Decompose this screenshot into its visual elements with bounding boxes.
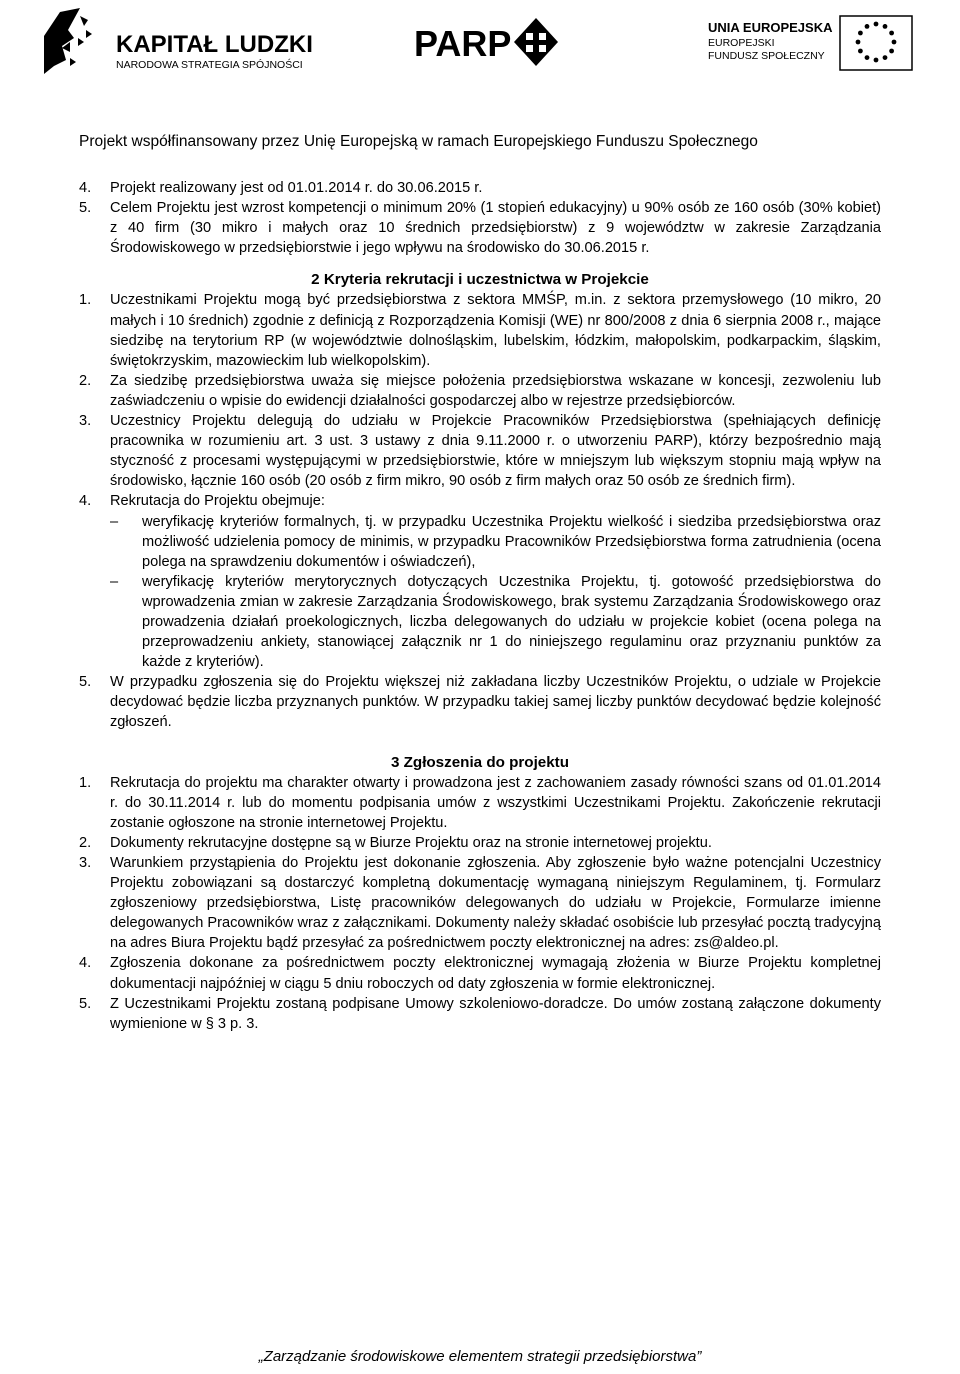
list-item	[79, 773, 881, 833]
sub-list-item	[79, 572, 881, 672]
logo-bar	[0, 0, 960, 100]
item-number: 1.	[79, 292, 92, 309]
item-text: Zgłoszenia dokonane za pośrednictwem poczty elektronicznej wymagają złożenia w Biurze Projektu kompletnej dokumentacji najpóźniej w ciągu 5 dniu roboczych od daty zgłoszenia w formie elektronicznej.	[110, 955, 881, 992]
list-item	[79, 953, 881, 993]
list-item	[79, 371, 881, 411]
sub-item-text: weryfikację kryteriów formalnych, tj. w przypadku Uczestnika Projektu wielkość i siedziba przedsiębiorstwa oraz możliwość udzielenia pomocy de minimis, w przypadku Pracowników Przedsiębiorstwa forma zatrudnienia (ocena polega na sprawdzeniu dokumentów i oświadczeń),	[142, 513, 881, 570]
item-number: 1.	[79, 774, 92, 791]
list-item	[79, 853, 881, 953]
item-number: 2.	[79, 372, 92, 389]
item-text: Uczestnikami Projektu mogą być przedsiębiorstwa z sektora MMŚP, m.in. z sektora przemysłowego (10 mikro, 20 małych i 10 średnich) zgodnie z definicją z Rozporządzenia Komisji (WE) nr 800/2008 z dnia 6 sierpnia 2008 r., mające siedzibę na terytorium RP (w województwie dolnośląskim, lubelskim, łódzkim, małopolskim, podkarpackim, śląskim, świętokrzyskim, mazowieckim lub wielkopolskim).	[110, 292, 881, 369]
list-item	[79, 491, 881, 511]
item-number: 2.	[79, 834, 92, 851]
kapital-ludzki-logo	[40, 8, 330, 76]
section-heading-criteria: 2 Kryteria rekrutacji i uczestnictwa w Projekcie	[311, 271, 649, 289]
item-number: 4.	[79, 180, 92, 196]
list-item	[79, 833, 881, 853]
item-text: Uczestnicy Projektu delegują do udziału w Projekcie Pracowników Przedsiębiorstwa (spełniających definicję pracownika w rozumieniu art. 3 ust. 3 ustawy z dnia 9.11.2000 r. o utworzeniu PARP), którzy bezpośrednio mają styczność z procesami występującymi w przedsiębiorstwie, które w mniejszym lub większym stopniu mają wpływ na środowisko, łącznie 160 osób (20 osób z firm mikro, 90 osób z firm małych oraz 50 osób ze średnich firm).	[110, 413, 881, 490]
item-text: Za siedzibę przedsiębiorstwa uważa się miejsce położenia przedsiębiorstwa wskazane w koncesji, zezwoleniu lub zaświadczeniu o wpisie do ewidencji działalności gospodarczej albo w rejestrze przedsiębiorców.	[110, 372, 881, 409]
dash-marker: –	[110, 573, 119, 590]
item-text: Rekrutacja do projektu ma charakter otwarty i prowadzona jest z zachowaniem zasady równości szans od 01.01.2014 r. do 30.11.2014 r. lub do momentu podpisania umów z wszystkimi Uczestnikami Projektu. Zakończenie rekrutacji zostanie ogłoszone na stronie internetowej Projektu.	[110, 774, 881, 831]
kapital-ludzki-subtitle: NARODOWA STRATEGIA SPÓJNOŚCI	[116, 59, 303, 71]
list-item	[79, 198, 881, 258]
item-text: Rekrutacja do Projektu obejmuje:	[110, 493, 325, 510]
cofinancing-note: Projekt współfinansowany przez Unię Europejską w ramach Europejskiego Funduszu Społecznego	[79, 133, 758, 150]
kapital-ludzki-emblem-icon	[44, 8, 92, 74]
item-text: Z Uczestnikami Projektu zostaną podpisane Umowy szkoleniowo-doradcze. Do umów zostaną załączone dokumenty wymienione w § 3 p. 3.	[110, 995, 881, 1032]
item-number: 5.	[79, 674, 92, 691]
document-body	[79, 178, 881, 1034]
eu-title: UNIA EUROPEJSKA	[708, 20, 833, 35]
list-item	[79, 178, 881, 198]
list-item	[79, 290, 881, 370]
list-item	[79, 672, 881, 732]
kapital-ludzki-title: KAPITAŁ LUDZKI	[116, 31, 313, 58]
list-item	[79, 411, 881, 491]
eu-logo	[704, 14, 934, 74]
page-footer: „Zarządzanie środowiskowe elementem strategii przedsiębiorstwa”	[258, 1348, 702, 1365]
item-number: 5.	[79, 200, 92, 217]
item-number: 4.	[79, 493, 92, 510]
item-number: 5.	[79, 995, 92, 1012]
item-text: Warunkiem przystąpienia do Projektu jest dokonanie zgłoszenia. Aby zgłoszenie było ważne potencjalni Uczestnicy Projektu zobowiązani są dostarczyć kompletną dokumentację wymaganą niniejszym Regulaminem, tj. Formularz zgłoszeniowy przedsiębiorstwa, Listę pracowników delegowanych do udziału w Projekcie, Formularze imienne delegowanych Pracowników wraz z załącznikami. Dokumenty należy składać osobiście lub przesyłać pocztą tradycyjną na adres Biura Projektu bądź przesyłać za pośrednictwem poczty elektronicznej na adres: zs@aldeo.pl.	[110, 855, 881, 952]
item-text: Projekt realizowany jest od 01.01.2014 r. do 30.06.2015 r.	[110, 180, 483, 196]
parp-logo	[412, 14, 562, 70]
list-item	[79, 994, 881, 1034]
parp-wordmark: PARP	[414, 23, 512, 64]
item-number: 3.	[79, 413, 92, 430]
eu-stars-icon	[840, 16, 912, 70]
eu-fund-line2: FUNDUSZ SPOŁECZNY	[708, 50, 825, 62]
eu-fund-line1: EUROPEJSKI	[708, 37, 775, 49]
item-number: 3.	[79, 855, 92, 871]
sub-item-text: weryfikację kryteriów merytorycznych dotyczących Uczestnika Projektu, tj. gotowość przedsiębiorstwa do wprowadzenia zmian w zakresie Zarządzania Środowiskowego, brak systemu Zarządzania Środowiskowego oraz prowadzenia działań proekologicznych, liczba delegowanych do udziału w projekcie kobiet (ocena polega na przeprowadzeniu ankiety, stanowiącej załącznik nr 1 do niniejszego regulaminu oraz przyznaniu punktów za każde z kryteriów).	[142, 573, 881, 671]
sub-list-item	[79, 512, 881, 572]
item-text: Dokumenty rekrutacyjne dostępne są w Biurze Projektu oraz na stronie internetowej projektu.	[110, 834, 712, 851]
section-heading-applications: 3 Zgłoszenia do projektu	[390, 753, 570, 771]
parp-diamond-icon	[514, 18, 558, 66]
item-number: 4.	[79, 955, 92, 972]
item-text: Celem Projektu jest wzrost kompetencji o minimum 20% (1 stopień edukacyjny) u 90% osób ze 160 osób (30% kobiet) z 40 firm (30 mikro i małych oraz 10 średnich przedsiębiorstw) z 9 województw w zakresie Zarządzania Środowiskowego w przedsiębiorstwie i jego wpływu na środowisko do 30.06.2015 r.	[110, 200, 881, 257]
dash-marker: –	[110, 513, 119, 530]
item-text: W przypadku zgłoszenia się do Projektu większej niż zakładana liczby Uczestników Projektu, o udziale w Projekcie decydować będzie liczba przyznanych punktów. W przypadku takiej samej liczby punktów decydować będzie kolejność zgłoszeń.	[110, 674, 881, 731]
